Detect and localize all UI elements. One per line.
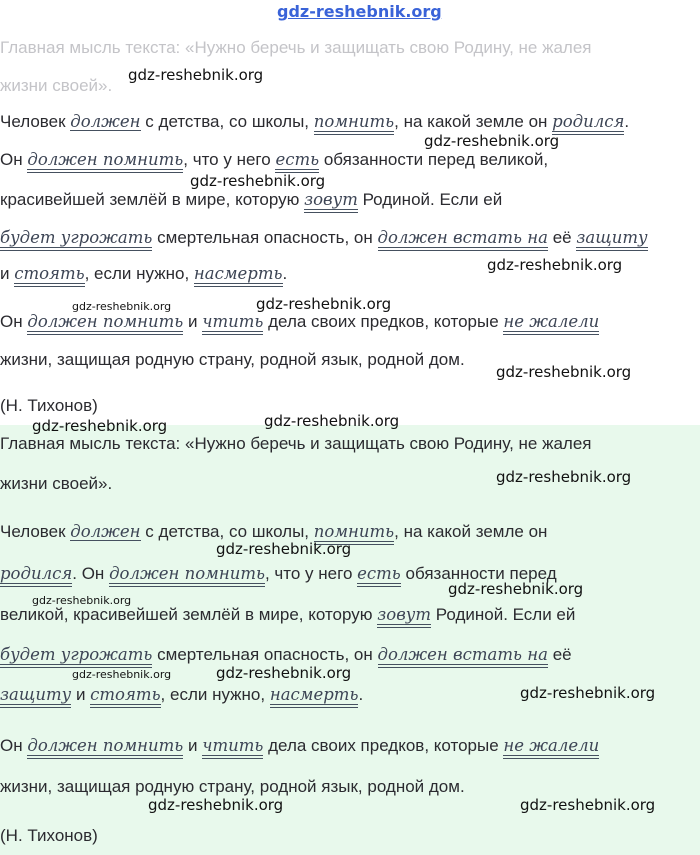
predicate: должен помнить bbox=[27, 737, 183, 759]
main-idea-line-1: Главная мысль текста: «Нужно беречь и защищать свою Родину, не жалея bbox=[0, 434, 592, 453]
watermark: gdz-reshebnik.org bbox=[72, 668, 172, 681]
word: с детства, со школы, bbox=[145, 112, 310, 131]
watermark: gdz-reshebnik.org bbox=[148, 796, 284, 814]
main-idea-line-2: жизни своей». bbox=[0, 76, 113, 95]
word: Он bbox=[0, 312, 23, 331]
predicate: будет угрожать bbox=[0, 646, 152, 668]
predicate: есть bbox=[275, 151, 319, 173]
watermark: gdz-reshebnik.org bbox=[496, 468, 632, 486]
word: Он bbox=[0, 736, 23, 755]
watermark: gdz-reshebnik.org bbox=[424, 132, 560, 150]
text-line: жизни, защищая родную страну, родной язык, родной дом. bbox=[0, 350, 465, 369]
watermark: gdz-reshebnik.org bbox=[72, 300, 172, 313]
predicate: защиту bbox=[576, 229, 647, 251]
predicate: стоять bbox=[90, 686, 160, 708]
watermark: gdz-reshebnik.org bbox=[487, 256, 623, 274]
word: дела своих предков, которые bbox=[268, 736, 499, 755]
predicate: насмерть bbox=[270, 686, 359, 708]
predicate: стоять bbox=[14, 265, 84, 287]
predicate: должен помнить bbox=[27, 151, 183, 173]
predicate: зовут bbox=[304, 191, 358, 213]
word: и bbox=[188, 736, 198, 755]
word: великой, красивейшей землёй в мире, которую bbox=[0, 605, 373, 624]
predicate: есть bbox=[357, 565, 401, 587]
predicate: помнить bbox=[314, 113, 394, 135]
watermark: gdz-reshebnik.org bbox=[520, 684, 656, 702]
predicate: должен bbox=[70, 522, 141, 541]
watermark: gdz-reshebnik.org bbox=[256, 295, 392, 313]
predicate: чтить bbox=[202, 313, 263, 335]
word: Человек bbox=[0, 112, 66, 131]
word: Человек bbox=[0, 522, 66, 541]
word: смертельная опасность, он bbox=[157, 228, 373, 247]
word: Родиной. Если ей bbox=[362, 190, 503, 209]
watermark: gdz-reshebnik.org bbox=[128, 66, 264, 84]
word: её bbox=[552, 645, 572, 664]
predicate: должен bbox=[70, 112, 141, 131]
predicate: защиту bbox=[0, 686, 71, 708]
word: , что у него bbox=[183, 150, 271, 169]
author: (Н. Тихонов) bbox=[0, 396, 98, 415]
main-idea-line-2: жизни своей». bbox=[0, 474, 113, 493]
predicate: помнить bbox=[314, 523, 394, 545]
word: , на какой земле он bbox=[394, 522, 548, 541]
word: . bbox=[358, 685, 364, 704]
predicate: чтить bbox=[202, 737, 263, 759]
text-line bbox=[0, 312, 599, 335]
word: с детства, со школы, bbox=[145, 522, 310, 541]
watermark: gdz-reshebnik.org bbox=[520, 796, 656, 814]
watermark: gdz-reshebnik.org bbox=[264, 412, 400, 430]
text-line bbox=[0, 605, 575, 628]
word: . bbox=[282, 264, 288, 283]
word: . bbox=[624, 112, 630, 131]
watermark: gdz-reshebnik.org bbox=[448, 580, 584, 598]
word: , на какой земле он bbox=[394, 112, 548, 131]
predicate: будет угрожать bbox=[0, 229, 152, 251]
word: обязанности перед bbox=[405, 564, 557, 583]
text-line: жизни, защищая родную страну, родной язык, родной дом. bbox=[0, 777, 465, 796]
author: (Н. Тихонов) bbox=[0, 826, 98, 845]
predicate: родился bbox=[552, 113, 624, 135]
predicate: зовут bbox=[377, 606, 431, 628]
word: и bbox=[0, 264, 10, 283]
word: , если нужно, bbox=[160, 685, 266, 704]
watermark: gdz-reshebnik.org bbox=[496, 363, 632, 381]
predicate: не жалели bbox=[503, 313, 599, 335]
text-line bbox=[0, 150, 548, 173]
site-link[interactable]: gdz-reshebnik.org bbox=[277, 2, 442, 21]
predicate: должен помнить bbox=[109, 565, 265, 587]
text-line bbox=[0, 685, 363, 708]
text-line bbox=[0, 264, 287, 287]
word: обязанности перед великой, bbox=[323, 150, 549, 169]
main-idea-line-1: Главная мысль текста: «Нужно беречь и защищать свою Родину, не жалея bbox=[0, 38, 592, 57]
predicate: должен встать на bbox=[378, 646, 548, 668]
watermark: gdz-reshebnik.org bbox=[216, 540, 352, 558]
text-line bbox=[0, 190, 502, 213]
word: смертельная опасность, он bbox=[157, 645, 373, 664]
word: Он bbox=[0, 150, 23, 169]
word: . Он bbox=[72, 564, 105, 583]
watermark: gdz-reshebnik.org bbox=[190, 172, 326, 190]
word: , если нужно, bbox=[84, 264, 190, 283]
predicate: родился bbox=[0, 565, 72, 587]
predicate: не жалели bbox=[503, 737, 599, 759]
word: дела своих предков, которые bbox=[268, 312, 499, 331]
word: красивейшей землёй в мире, которую bbox=[0, 190, 300, 209]
text-line bbox=[0, 228, 648, 251]
word: Родиной. Если ей bbox=[435, 605, 576, 624]
word: , что у него bbox=[264, 564, 353, 583]
watermark: gdz-reshebnik.org bbox=[32, 417, 168, 435]
word: и bbox=[75, 685, 86, 704]
watermark: gdz-reshebnik.org bbox=[32, 594, 132, 607]
predicate: должен помнить bbox=[27, 313, 183, 335]
word: и bbox=[188, 312, 198, 331]
predicate: насмерть bbox=[194, 265, 283, 287]
watermark: gdz-reshebnik.org bbox=[216, 664, 352, 682]
word: её bbox=[552, 228, 572, 247]
predicate: должен встать на bbox=[378, 229, 548, 251]
text-line bbox=[0, 736, 599, 759]
